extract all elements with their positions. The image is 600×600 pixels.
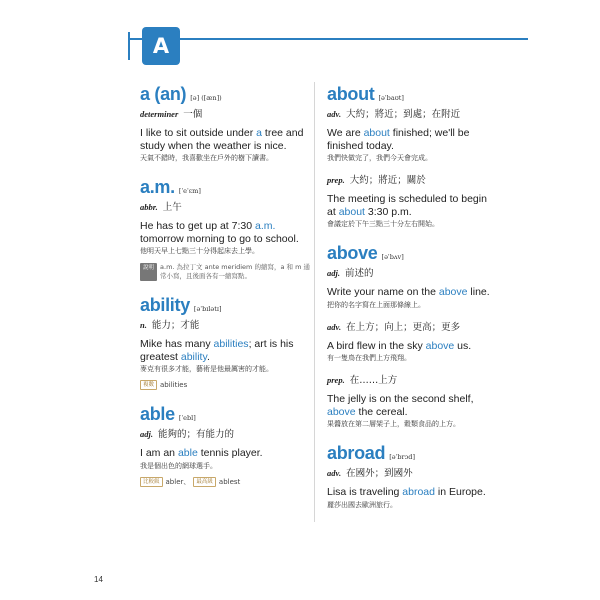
headword: able <box>140 404 175 424</box>
example-translation: 他明天早上七點三十分得起床去上學。 <box>140 247 259 255</box>
example-translation: 我是個出色的網球選手。 <box>140 461 217 470</box>
pronunciation: [əˈbrɔd] <box>389 453 415 461</box>
pronunciation: [ˈebl] <box>178 414 196 422</box>
inflection-forms <box>140 477 310 487</box>
comparative-form: abler、 <box>165 477 191 486</box>
pronunciation: [əˈbɪlətɪ] <box>193 305 222 313</box>
definition: 能力；才能 <box>151 320 200 331</box>
example-translation: 我們快做完了，我們今天會完成。 <box>327 154 432 162</box>
example-sentence: I am an able tennis player. <box>140 447 263 459</box>
note-text: a.m. 為拉丁文 ante meridiem 的縮寫，a 和 m 通常小寫，且後面各有一縮寫點。 <box>160 263 310 280</box>
definition: 在上方；向上；更高；更多 <box>346 321 461 333</box>
pronunciation: [əˈbʌv] <box>381 253 404 261</box>
entry-a <box>140 84 310 163</box>
headword: ability <box>140 295 190 315</box>
example-sentence: The jelly is on the second shelf, above the cereal. <box>327 393 474 418</box>
example-translation: 會議定於下午三點三十分左右開始。 <box>327 220 439 228</box>
entry-ability <box>140 295 310 390</box>
page-number: 14 <box>94 575 103 584</box>
header-rule <box>128 38 528 40</box>
note-tag: 說明 <box>140 263 157 281</box>
example-sentence: Lisa is traveling abroad in Europe. <box>327 486 486 498</box>
part-of-speech: adj. <box>140 429 153 439</box>
definition: 在……上方 <box>349 375 398 386</box>
column-divider <box>314 82 315 522</box>
example-translation: 有一隻鳥在我們上方飛翔。 <box>327 354 411 362</box>
definition: 大約；將近；到處；在附近 <box>346 109 461 120</box>
part-of-speech: prep. <box>327 175 345 185</box>
entry-abroad <box>327 443 497 510</box>
superlative-tag: 最高級 <box>193 477 216 487</box>
letter-badge: A <box>142 27 180 65</box>
pronunciation: [ˈeˈɛm] <box>178 187 201 195</box>
part-of-speech: abbr. <box>140 202 158 212</box>
example-translation: 把你的名字寫在上面那條線上。 <box>327 300 425 309</box>
part-of-speech: adv. <box>327 321 342 332</box>
header-rule-vertical <box>128 32 130 60</box>
part-of-speech: adv. <box>327 468 342 478</box>
definition: 在國外；到國外 <box>346 468 413 479</box>
part-of-speech: adv. <box>327 109 342 119</box>
part-of-speech: n. <box>140 320 147 330</box>
plural-tag: 複數 <box>140 380 157 390</box>
headword: above <box>327 243 378 263</box>
headword: about <box>327 84 375 104</box>
pronunciation: [ə] ([æn]) <box>190 94 222 102</box>
example-translation: 麥克有很多才能，藝術是他最厲害的才能。 <box>140 365 273 373</box>
superlative-form: ablest <box>218 477 241 486</box>
part-of-speech: prep. <box>327 375 345 385</box>
definition: 前述的 <box>345 268 374 279</box>
pronunciation: [əˈbaʊt] <box>378 94 404 102</box>
entry-am <box>140 177 310 281</box>
headword: abroad <box>327 443 386 463</box>
example-sentence: The meeting is scheduled to begin at about 3:30 p.m. <box>327 193 487 218</box>
example-sentence: We are about finished; we'll be finished today. <box>327 127 470 152</box>
definition: 大約；將近；關於 <box>349 175 426 186</box>
example-sentence: Write your name on the above line. <box>327 286 490 298</box>
inflection-forms <box>140 380 310 390</box>
example-sentence: Mike has many abilities; art is his greatest ability. <box>140 338 294 363</box>
plural-form: abilities <box>160 381 188 389</box>
comparative-tag: 比較級 <box>140 477 163 487</box>
usage-note <box>140 263 310 281</box>
entry-able <box>140 404 310 487</box>
definition: 能夠的；有能力的 <box>158 429 235 440</box>
left-column <box>140 84 310 501</box>
example-sentence: I like to sit outside under a tree and study when the weather is nice. <box>140 127 304 152</box>
definition: 一個 <box>183 109 203 120</box>
example-sentence: He has to get up at 7:30 a.m. tomorrow morning to go to school. <box>140 220 299 245</box>
definition: 上午 <box>162 202 182 213</box>
example-sentence: A bird flew in the sky above us. <box>327 339 472 352</box>
entry-about <box>327 84 497 229</box>
example-translation: 果醬放在第二層架子上，穀類食品的上方。 <box>327 420 460 428</box>
headword: a (an) <box>140 84 187 104</box>
part-of-speech: determiner <box>140 109 179 119</box>
entry-above <box>327 243 497 429</box>
part-of-speech: adj. <box>327 268 340 278</box>
right-column <box>327 84 497 524</box>
example-translation: 麗莎出國去歐洲旅行。 <box>327 500 397 509</box>
headword: a.m. <box>140 177 175 197</box>
example-translation: 天氣不錯時，我喜歡坐在戶外的樹下讀書。 <box>140 154 273 162</box>
